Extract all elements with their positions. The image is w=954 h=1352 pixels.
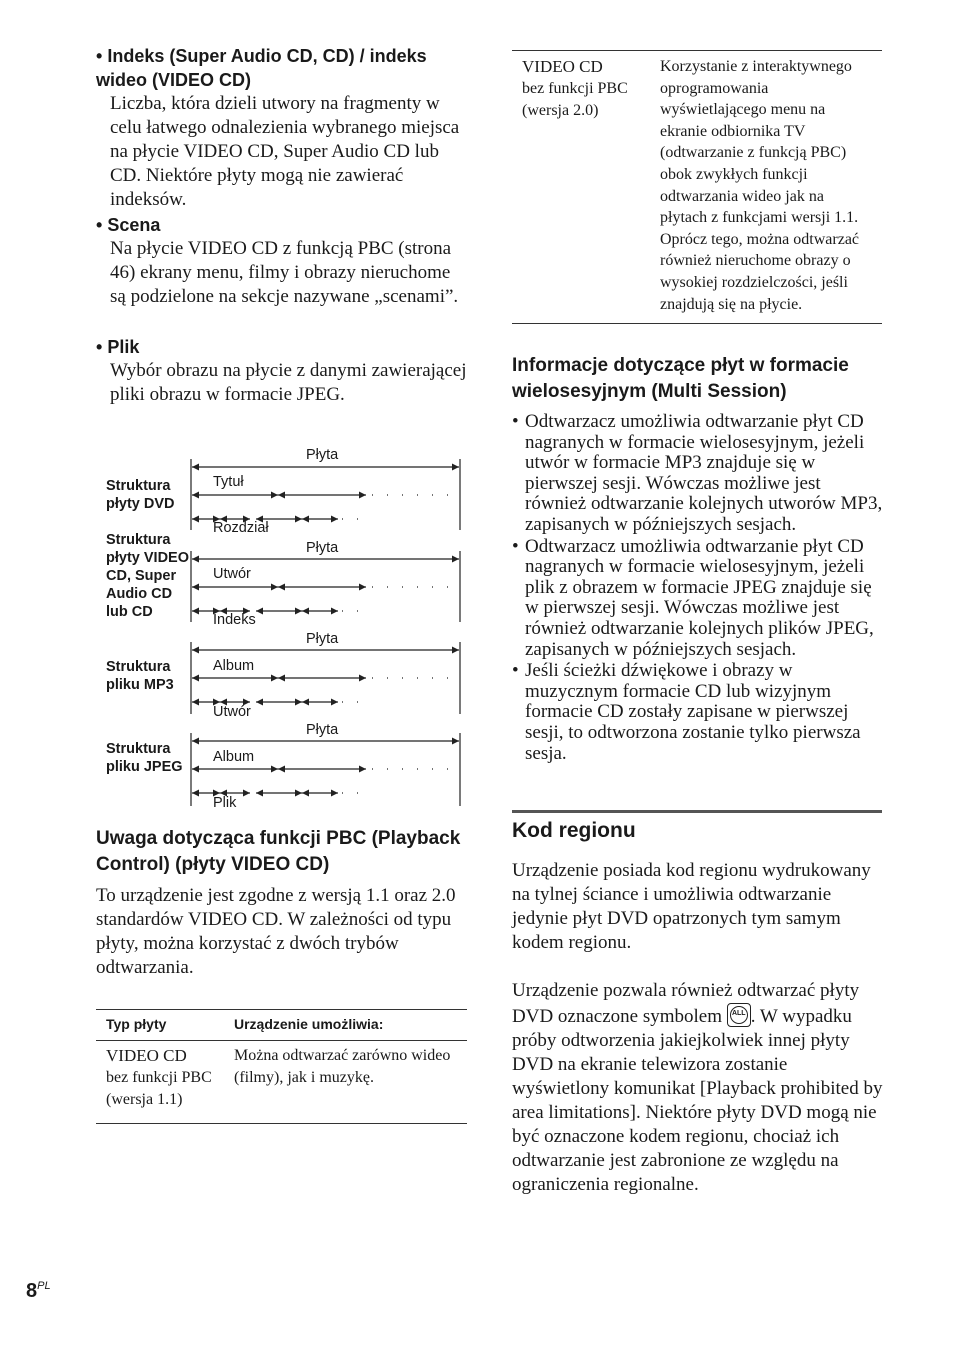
table-header-feature: Urządzenie umożliwia: [234,1016,384,1032]
disc-type-sub: bez funkcji PBC (wersja 2.0) [522,80,628,119]
diagram-group-label: Struktura płyty DVD [106,478,175,512]
diagram-bottom-label: Rozdział [213,520,269,536]
multisession-heading: Informacje dotyczące płyt w formacie wielosesyjnym (Multi Session) [512,355,849,402]
bullet-glyph: • [96,215,103,235]
glossary-item-index [96,44,468,212]
bullet-glyph: • [512,535,519,557]
glossary-item-file [96,335,468,407]
list-item: • Odtwarzacz umożliwia odtwarzanie płyt CD nagranych w formacie wielosesyjnym, jeżeli plik z obrazem w formacie JPEG znajduje się w pierwszej sesji. Wówczas możliwe jest również odtwarzanie kolejnych plików JPEG, zapisanych w późniejszych sesjach. [512,535,874,660]
region-heading: Kod regionu [512,819,636,842]
table-row [96,1041,467,1124]
region-all-symbol-icon: ALL [727,1003,751,1027]
diagram-top-label: Płyta [306,540,339,556]
table-row [512,51,882,324]
disc-type-desc: Można odtwarzać zarówno wideo (filmy), jak i muzykę. [234,1047,451,1086]
diagram-group-label: Struktura pliku JPEG [106,741,183,775]
glossary-item-title: Indeks (Super Audio CD, CD) / indeks wideo (VIDEO CD) [96,46,427,90]
bullet-glyph: • [96,46,103,66]
diagram-top-label: Płyta [306,722,339,738]
diagram-bottom-label: Indeks [213,612,256,628]
page-number: $8^{PL}$ [26,1280,51,1302]
diagram-bottom-label: Utwór [213,704,251,720]
disc-type-table [96,1009,467,1124]
diagram-mid-label: Tytuł [213,474,244,490]
section-divider [512,810,882,813]
disc-type-main: VIDEO CD [106,1046,187,1065]
glossary-item-text: Wybór obrazu na płycie z danymi zawierającej pliki obrazu w formacie JPEG. [110,360,467,405]
list-item: • Odtwarzacz umożliwia odtwarzanie płyt CD nagranych w formacie wielosesyjnym, jeżeli utwór w formacie MP3 znajduje się w pierwszej sesji. Wówczas możliwe jest również odtwarzanie kolejnych utworów MP3, zapisanych w późniejszych sesjach. [512,411,883,535]
diagram-group-label: Struktura płyty VIDEO CD, Super Audio CD lub CD [106,532,189,620]
page-language-suffix: PL [37,1280,51,1292]
region-paragraph-2: Urządzenie pozwala również odtwarzać płyty DVD oznaczone symbolem ALL . W wypadku próby odtworzenia jakiejkolwiek innej płyty DVD na ekranie telewizora zostanie wyświetlony komunikat [Playback prohibited by area limitations]. Niektóre płyty DVD mogą nie być oznaczone kodem regionu, chociaż ich odtwarzanie jest zabronione ze względu na ograniczenia regionalne. [512,980,883,1195]
diagram-top-label: Płyta [306,631,339,647]
glossary-item-text: Na płycie VIDEO CD z funkcją PBC (strona 46) ekrany menu, filmy i obrazy nieruchome są podzielone na sekcje nazywane „scenami”. [110,238,459,307]
pbc-intro-text: To urządzenie jest zgodne z wersją 1.1 oraz 2.0 standardów VIDEO CD. W zależności od typu płyty, można korzystać z dwóch trybów odtwarzania. [96,885,456,978]
diagram-bottom-label: Plik [213,795,237,811]
disc-type-desc: Korzystanie z interaktywnego oprogramowania wyświetlającego menu na ekranie odbiornika TV (odtwarzanie z funkcją PBC) obok zwykłych funkcji odtwarzania wideo jak na płytach z funkcjami wersji 1.1. Oprócz tego, można odtwarzać również nieruchome obrazy o wysokiej rozdzielczości, jeśli znajdują się na płycie. [660,58,860,313]
bullet-glyph: • [96,337,103,357]
glossary-item-title: Scena [107,215,161,235]
bullet-glyph: • [512,660,519,682]
disc-type-sub: bez funkcji PBC (wersja 1.1) [106,1069,212,1108]
multisession-list [512,412,884,765]
glossary-item-text: Liczba, która dzieli utwory na fragmenty w celu łatwego odnalezienia wybranego miejsca na płycie VIDEO CD, Super Audio CD lub CD. Niektóre płyty mogą nie zawierać indeksów. [110,93,460,210]
region-paragraph-1: Urządzenie posiada kod regionu wydrukowany na tylnej ściance i umożliwia odtwarzanie jedynie płyt DVD opatrzonych tym samym kodem regionu. [512,860,871,953]
glossary-item-title: Plik [107,337,140,357]
list-item: • Jeśli ścieżki dźwiękowe i obrazy w muzycznym formacie CD lub wizyjnym formacie CD zostały zapisane w pierwszej sesji, to odtworzona zostanie tylko pierwsza sesja. [512,660,861,764]
diagram-mid-label: Utwór [213,566,251,582]
diagram-mid-label: Album [213,658,255,674]
diagram-mid-label: Album [213,749,255,765]
disc-type-table-continued [512,50,882,324]
glossary-item-scene [96,213,468,309]
bullet-glyph: • [512,411,519,432]
diagram-top-label: Płyta [306,447,339,463]
disc-type-main: VIDEO CD [522,57,603,76]
table-header-type: Typ płyty [106,1016,167,1032]
pbc-heading: Uwaga dotycząca funkcji PBC (Playback Control) (płyty VIDEO CD) [96,828,461,875]
diagram-group-label: Struktura pliku MP3 [106,659,174,693]
